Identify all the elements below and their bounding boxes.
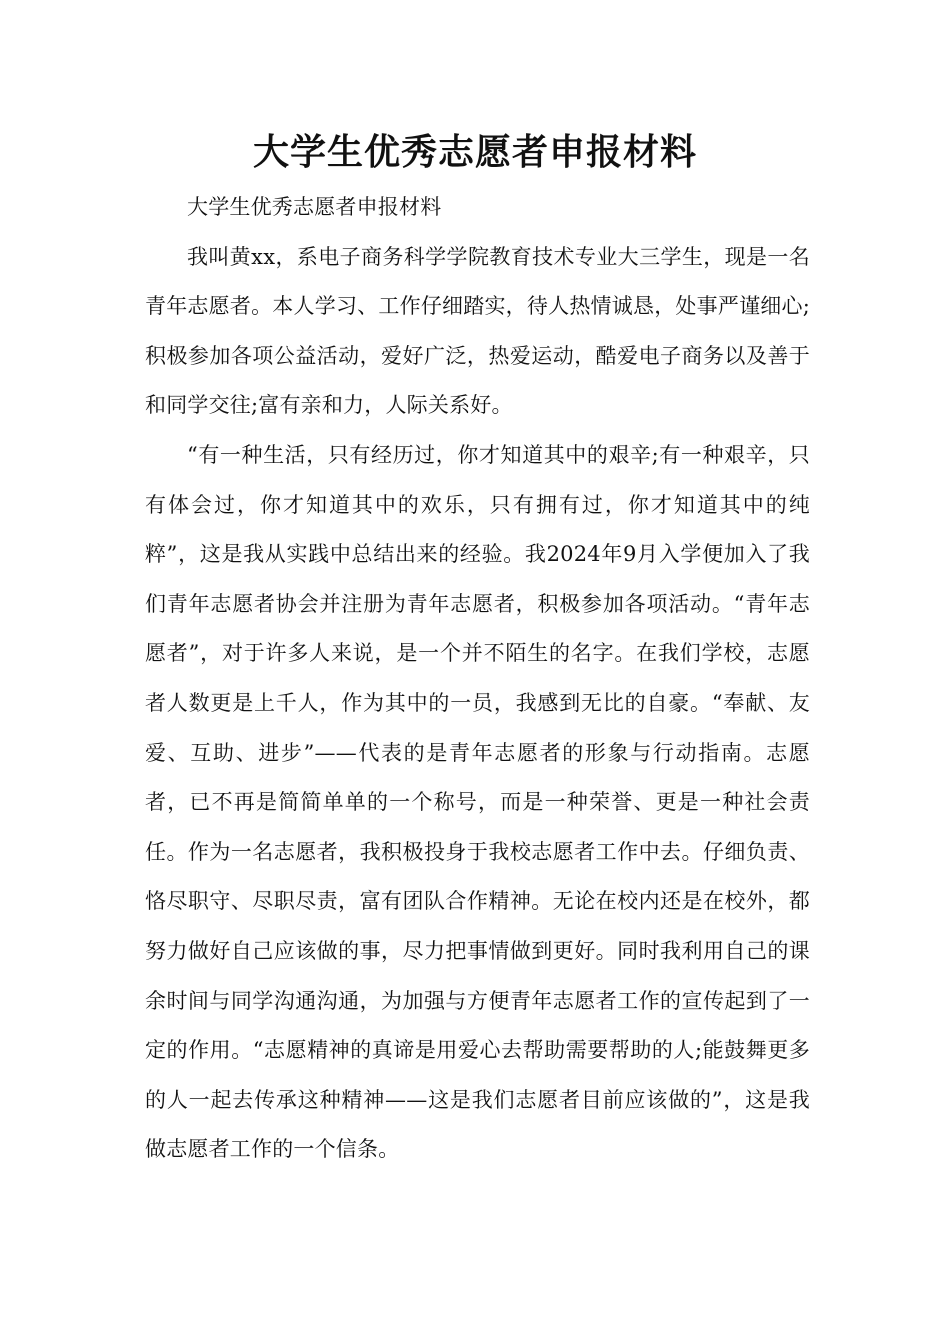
document-body (145, 183, 810, 1175)
document-subtitle: 大学生优秀志愿者申报材料 (187, 195, 442, 219)
document-title: 大学生优秀志愿者申报材料 (252, 132, 697, 173)
paragraph-volunteer-experience: “有一种生活，只有经历过，你才知道其中的艰辛;有一种艰辛，只有体会过，你才知道其中的欢乐，只有拥有过，你才知道其中的纯粹”，这是我从实践中总结出来的经验。我2024年9月入学便加入了我们青年志愿者协会并注册为青年志愿者，积极参加各项活动。“青年志愿者”，对于许多人来说，是一个并不陌生的名字。在我们学校，志愿者人数更是上千人，作为其中的一员，我感到无比的自豪。“奉献、友爱、互助、进步”——代表的是青年志愿者的形象与行动指南。志愿者，已不再是简简单单的一个称号，而是一种荣誉、更是一种社会责任。作为一名志愿者，我积极投身于我校志愿者工作中去。仔细负责、恪尽职守、尽职尽责，富有团队合作精神。无论在校内还是在校外，都努力做好自己应该做的事，尽力把事情做到更好。同时我利用自己的课余时间与同学沟通沟通，为加强与方便青年志愿者工作的宣传起到了一定的作用。“志愿精神的真谛是用爱心去帮助需要帮助的人;能鼓舞更多的人一起去传承这种精神——这是我们志愿者目前应该做的”，这是我做志愿者工作的一个信条。 (145, 442, 810, 1162)
paragraph-introduction: 我叫黄xx，系电子商务科学学院教育技术专业大三学生，现是一名青年志愿者。本人学习、工作仔细踏实，待人热情诚恳，处事严谨细心;积极参加各项公益活动，爱好广泛，热爱运动，酷爱电子商务以及善于和同学交往;富有亲和力，人际关系好。 (145, 244, 810, 418)
